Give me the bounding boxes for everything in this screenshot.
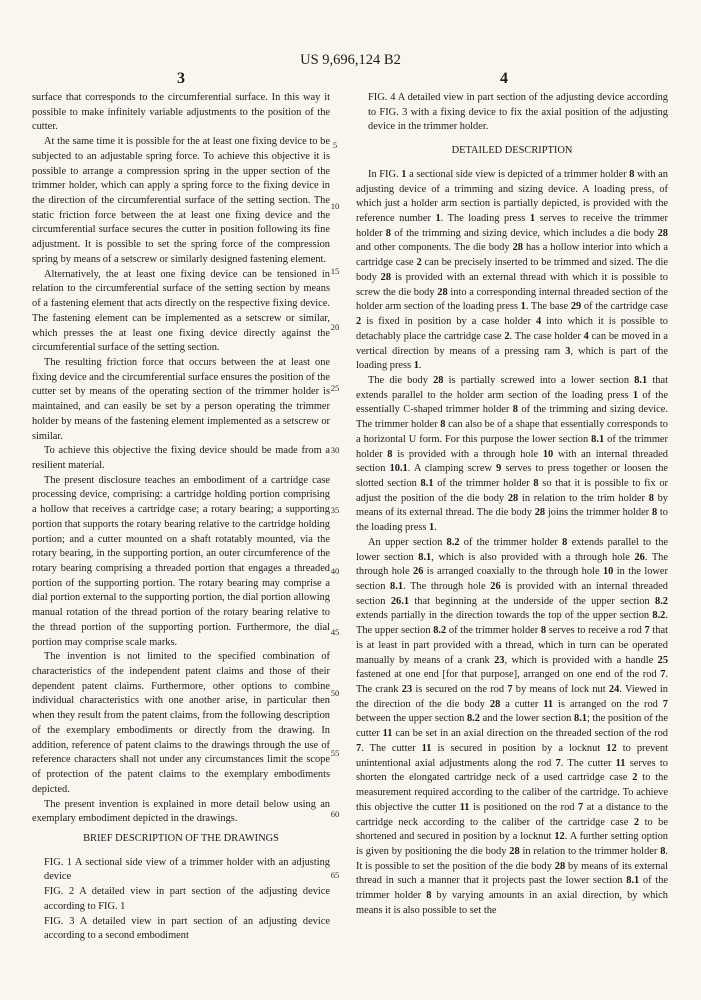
section-heading: DETAILED DESCRIPTION [451, 145, 573, 157]
paragraph: In FIG. 1 a sectional side view is depicted of a trimmer holder 8 with an adjusting device of a trimming and sizing device. A loading press, of which just a holder arm section is partially depicted, is provided with the reference number 1. The loading press 1 serves to receive the trimmer holder 8 of the trimming and sizing device, which includes a die body 28 and other components. The die body 28 has a hollow interior into which a cartridge case 2 can be precisely inserted to be trimmed and sized. The die body 28 is provided with an external thread with which it is possible to screw the die body 28 into a corresponding internal threaded section of the holder arm section of the loading press 1. The base 29 of the cartridge case 2 is fixed in position by a case holder 4 into which it is possible to detachably place the cartridge case 2. The case holder 4 can be moved in a vertical direction by means of a pressing ram 3, which is part of the loading press 1. [356, 168, 669, 372]
column-number-right: 4 [500, 70, 508, 87]
line-number: 5 [332, 140, 338, 150]
paragraph: At the same time it is possible for the at least one fixing device to be subjected to an adjustable spring force. To achieve this objective it is possible to arrange a compression spring in the upper section of the trimmer holder, which can apply a spring force to the fixing device in the direction of the circumferential surface of the setting section. The static friction force between the at least one fixing device and the circumferential surface secures the cutter in position following its fine adjustment. It is possible to set the spring force of the compression spring by means of a setscrew or similarly designed fastening element. [32, 136, 330, 265]
paragraph: The resulting friction force that occurs between the at least one fixing device and the circumferential surface ensures the position of the cutter set by means of the operating section of the trimmer holder is maintained, and can easily be set by a person operating the trimmer holder by means of the fastening element implemented as a setscrew or similar. [32, 356, 330, 442]
figure-description: FIG. 2 A detailed view in part section of the adjusting device according to FIG. 1 [44, 886, 330, 912]
figure-description: FIG. 1 A sectional side view of a trimmer holder with an adjusting device [44, 856, 330, 883]
line-number: 10 [330, 201, 340, 211]
paragraph: surface that corresponds to the circumferential surface. In this way it possible to make infinitely variable adjustments to the position of the cutter. [32, 92, 330, 133]
paragraph: The present invention is explained in more detail below using an exemplary embodiment depicted in the drawings. [32, 798, 330, 825]
figure-description: FIG. 3 A detailed view in part section of an adjusting device according to a second embodiment [44, 915, 330, 942]
line-number: 65 [330, 870, 340, 880]
left-column [32, 91, 330, 944]
column-number-left: 3 [177, 70, 185, 87]
paragraph: The invention is not limited to the specified combination of characteristics of the independent patent claims and those of their dependent patent claims. Furthermore, other options to combine individual characteristics with one another arise, in particular then when they result from the patent claims, from the following description of the exemplary embodiments or directly from the drawing. In addition, reference of patent claims to the drawings through the use of reference characters shall not under any circumstances limit the scope of protection of the patent claims to the exemplary embodiments depicted. [32, 651, 330, 795]
paragraph: Alternatively, the at least one fixing device can be tensioned in relation to the circumferential surface of the setting section by means of a fastening element that acts directly on the respective fixing device. The fastening element can be implemented as a setscrew or similar, which presses the at least one fixing device directly against the circumferential surface of the setting section. [32, 268, 330, 354]
paragraph: To achieve this objective the fixing device should be made from a resilient material. [32, 445, 330, 471]
section-heading: BRIEF DESCRIPTION OF THE DRAWINGS [83, 832, 279, 844]
line-number: 30 [330, 445, 340, 455]
line-number: 15 [330, 266, 340, 276]
paragraph: The present disclosure teaches an embodiment of a cartridge case processing device, comprising: a cartridge holding portion comprising a hollow that receives a cartridge case; a rotary bearing; a supporting portion that supports the rotary bearing relative to the cartridge holding portion; and a cutter mounted on a shaft rotatably mounted, via the rotary bearing, in the supporting portion, an outer circumference of the rotary bearing comprising a threaded portion that engages a threaded portion of the supporting portion. The rotary bearing may comprise a dial portion external to the supporting portion, the dial portion allowing manual rotation of the thread portion of the rotary bearing relative to the thread portion of the supporting portion. Furthermore, the dial portion may comprise scale marks. [32, 474, 330, 648]
line-number: 20 [330, 322, 340, 332]
patent-number: US 9,696,124 B2 [300, 52, 401, 68]
right-column [356, 91, 668, 919]
line-number: 45 [330, 627, 340, 637]
line-number: 25 [330, 383, 340, 393]
paragraph: The die body 28 is partially screwed into a lower section 8.1 that extends parallel to the holder arm section of the loading press 1 of the essentially C-shaped trimmer holder 8 of the trimming and sizing device. The trimmer holder 8 can also be of a shape that essentially corresponds to a horizontal U form. For this purpose the lower section 8.1 of the trimmer holder 8 is provided with a through hole 10 with an internal threaded section 10.1. A clamping screw 9 serves to press together or loosen the slotted section 8.1 of the trimmer holder 8 so that it is possible to fix or adjust the position of the die body 28 in relation to the trim holder 8 by means of its external thread. The die body 28 joins the trimmer holder 8 to the loading press 1. [356, 374, 669, 534]
line-number: 50 [330, 688, 340, 698]
paragraph: An upper section 8.2 of the trimmer holder 8 extends parallel to the lower section 8.1, which is also provided with a through hole 26. The through hole 26 is arranged coaxially to the through hole 10 in the lower section 8.1. The through hole 26 is provided with an internal threaded section 26.1 that beginning at the underside of the upper section 8.2 extends partially in the direction towards the top of the upper section 8.2. The upper section 8.2 of the trimmer holder 8 serves to receive a rod 7 that is at least in part provided with a thread, which in turn can be operated manually by means of a crank 23, which is provided with a handle 25 fastened at one end [for that purpose], arranged on one end of the rod 7. The crank 23 is secured on the rod 7 by means of lock nut 24. Viewed in the direction of the die body 28 a cutter 11 is arranged on the rod 7 between the upper section 8.2 and the lower section 8.1; the position of the cutter 11 can be set in an axial direction on the threaded section of the rod 7. The cutter 11 is secured in position by a locknut 12 to prevent unintentional axial adjustments along the rod 7. The cutter 11 serves to shorten the elongated cartridge neck of a used cartridge case 2 to the measurement required according to the caliber of the cartridge. To achieve this objective the cutter 11 is positioned on the rod 7 at a distance to the cartridge neck according to the caliber of the cartridge case 2 to be shortened and secured in position by a locknut 12. A further setting option is given by positioning the die body 28 in relation to the trimmer holder 8. It is possible to set the position of the die body 28 by means of its external thread in such a manner that it projects past the lower section 8.1 of the trimmer holder 8 by varying amounts in an axial direction, by which means it is also possible to set the [356, 536, 669, 916]
line-number: 55 [330, 748, 340, 758]
line-number: 40 [330, 566, 340, 576]
line-number: 60 [330, 809, 340, 819]
figure-description: FIG. 4 A detailed view in part section of the adjusting device according to FIG. 3 with a fixing device to fix the axial position of the adjusting device in the trimmer holder. [368, 92, 668, 133]
line-number: 35 [330, 505, 340, 515]
